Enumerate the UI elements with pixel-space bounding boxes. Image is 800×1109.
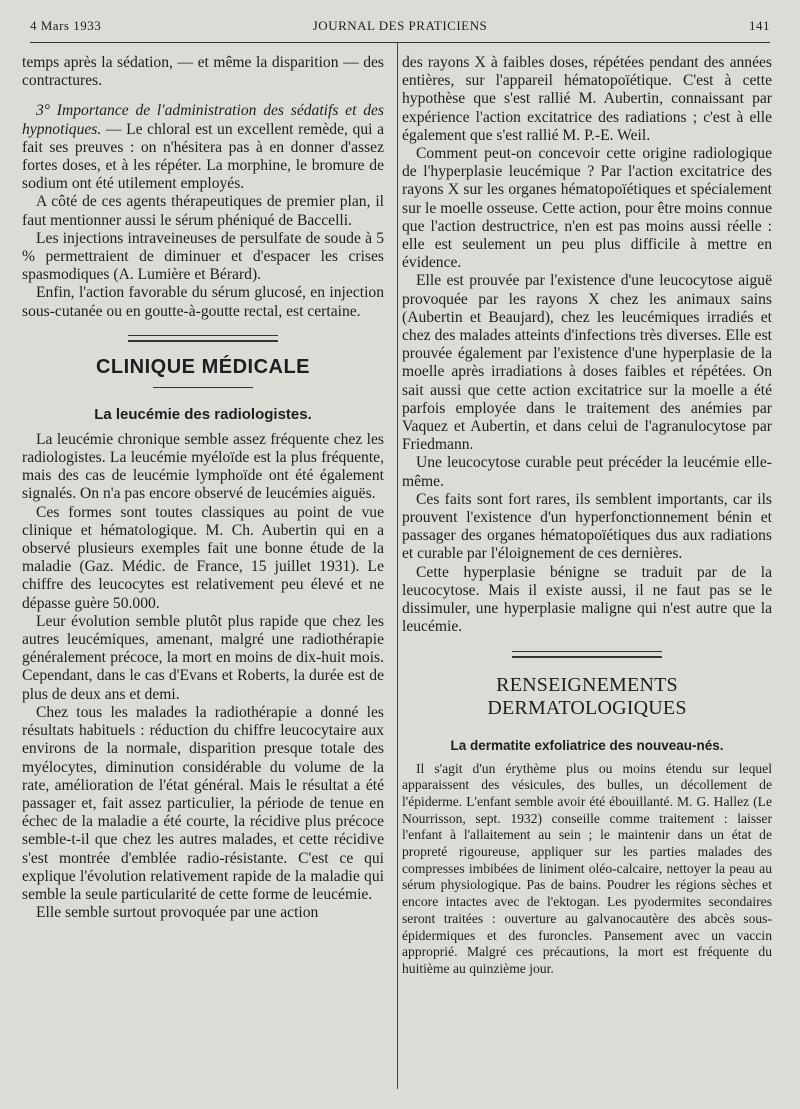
- article-paragraph: Leur évolution semble plutôt plus rapide que chez les autres leucémiques, amenant, malgré une radiothérapie généralement précoce, la mort en moins de dix-huit mois. Cependant, dans le cas d'Evans et Roberts, la durée est de plus de deux ans et demi.: [22, 612, 384, 703]
- continued-paragraph: des rayons X à faibles doses, répétées pendant des années entières, sur l'appareil hématopoïétique. C'est à cette hypothèse que s'est rallié M. Aubertin, connaissant par expérience l'action excitatrice des radiations ; c'est à elle également que s'est rallié M. P.-E. Weil.: [402, 54, 772, 144]
- article-paragraph: La leucémie chronique semble assez fréquente chez les radiologistes. La leucémie myéloïde est la plus fréquente, mais des cas de leucémie lymphoïde ont été également signalés. On n'a pas encore observé de leucémies aiguës.: [22, 430, 384, 503]
- right-column: [402, 54, 772, 978]
- paragraph-lead: 3° Importance de l'administration des sédatifs et des hypnotiques.: [22, 102, 384, 138]
- article-paragraph: Elle semble surtout provoquée par une action: [36, 904, 319, 922]
- column-divider: [397, 42, 398, 1089]
- article-paragraph: Chez tous les malades la radiothérapie a donné les résultats habituels : réduction du chiffre leucocytaire aux environs de la normale, disparition presque totale des myélocytes, diminution considérable du volume de la rate, amélioration de l'état général. Mais le résultat a été passager et, fait assez particulier, la période de tenue en échec de la maladie a été courte, la récidive plus précoce semble-t-il que chez les autres malades, et cette récidive s'est montrée d'emblée radio-résistante. C'est ce qui explique l'évolution relativement rapide de la maladie qui semble la seule particularité de cette forme de leucémie.: [22, 703, 384, 903]
- article-paragraph: Ces faits sont fort rares, ils semblent importants, car ils prouvent l'existence d'un hyperfonctionnement bénin et passager des organes hématopoïétiques dus aux radiations et curable par l'éloignement de ces dernières.: [402, 490, 772, 563]
- section-title: CLINIQUE MÉDICALE: [95, 355, 311, 378]
- issue-date: 4 Mars 1933: [30, 18, 102, 33]
- article-title: La leucémie des radiologistes.: [94, 405, 312, 423]
- article-title: La dermatite exfoliatrice des nouveau-nés.: [450, 737, 724, 753]
- article-paragraph: Elle est prouvée par l'existence d'une leucocytose aiguë provoquée par les rayons X chez les animaux sains (Aubertin et Beaujard), chez les leucémiques irradiés et chez des malades atteints d'infections très diverses. Elle est prouvée également par l'existence d'une hyperplasie de la moelle après irradiations à doses faibles et répétées. On sait aussi que cette action excitatrice sur la moelle a été parfois employée dans le traitement des anémies par Vaquez et Aubertin, et dans celui de l'agranulocytose par Friedmann.: [402, 272, 772, 454]
- paragraph-baccelli: A côté de ces agents thérapeutiques de premier plan, il faut mentionner aussi le sérum phéniqué de Baccelli.: [22, 193, 384, 229]
- continued-paragraph: temps après la sédation, — et même la disparition — des contractures.: [22, 54, 384, 90]
- section-title: RENSEIGNEMENTS DERMATOLOGIQUES: [487, 673, 687, 719]
- journal-title: JOURNAL DES PRATICIENS: [312, 18, 488, 33]
- article-paragraph: Il s'agit d'un érythème plus ou moins étendu sur lequel apparaissent des vésicules, des bulles, un décollement de l'épiderme. L'enfant semble avoir été ébouillanté. M. G. Hallez (Le Nourrisson, sept. 1932) conseille comme traitement : laisser l'enfant à l'allaitement au sein ; le maintenir dans un état de propreté rigoureuse, appliquer sur les parties malades des compresses imbibées de liniment oléo-calcaire, nettoyer la peau au sérum physiologique. Pas de bains. Poudrer les régions sèches et encore intactes avec de l'ektogan. Les pyodermites secondaires seront traitées : ouverture au galvanocautère des abcès sous-épidermiques et des furoncles. Pansement avec un vaccin approprié. Malgré ces précautions, la mort est fréquente du huitième au quinzième jour.: [402, 760, 772, 976]
- left-column: [22, 54, 384, 922]
- title-underline: [153, 387, 253, 388]
- paragraph-body: — Le chloral est un excellent remède, qui a fait ses preuves : on n'hésitera pas à en donner d'assez fortes doses, et à les répéter. La morphine, le bromure de sodium ont été utilement employés.: [22, 120, 384, 193]
- page-header: [30, 12, 770, 43]
- article-paragraph: Cette hyperplasie bénigne se traduit par de la leucocytose. Mais il existe aussi, il ne faut pas se le dissimuler, une hyperplasie maligne qui n'est autre que la leucémie.: [402, 563, 772, 636]
- article-paragraph: Une leucocytose curable peut précéder la leucémie elle-même.: [402, 454, 772, 490]
- paragraph-sedatives: [22, 102, 384, 193]
- article-paragraph: Comment peut-on concevoir cette origine radiologique de l'hyperplasie leucémique ? Par l'action excitatrice des rayons X sur les organes hématopoïétiques et spécialement sur le moelle osseuse. Cette action, pour être moins connue que l'action destructrice, n'en est pas moins aussi réelle : elle est seulement un peu plus difficile à mettre en évidence.: [402, 145, 772, 272]
- section-divider: [512, 651, 662, 658]
- paragraph-glucose: Enfin, l'action favorable du sérum glucosé, en injection sous-cutanée ou en goutte-à-goutte rectal, est certaine.: [22, 284, 384, 320]
- paragraph-persulfate: Les injections intraveineuses de persulfate de soude à 5 % permettraient de diminuer et d'espacer les crises spasmodiques (A. Lumière et Bérard).: [22, 229, 384, 284]
- article-paragraph: Ces formes sont toutes classiques au point de vue clinique et hématologique. M. Ch. Aubertin qui en a observé plusieurs exemples fait une bonne étude de la maladie (Gaz. Médic. de France, 15 juillet 1931). Le chiffre des leucocytes est relativement peu élevé et ne dépasse guère 50.000.: [22, 503, 384, 612]
- page-number: 141: [749, 18, 770, 33]
- section-divider: [128, 335, 278, 342]
